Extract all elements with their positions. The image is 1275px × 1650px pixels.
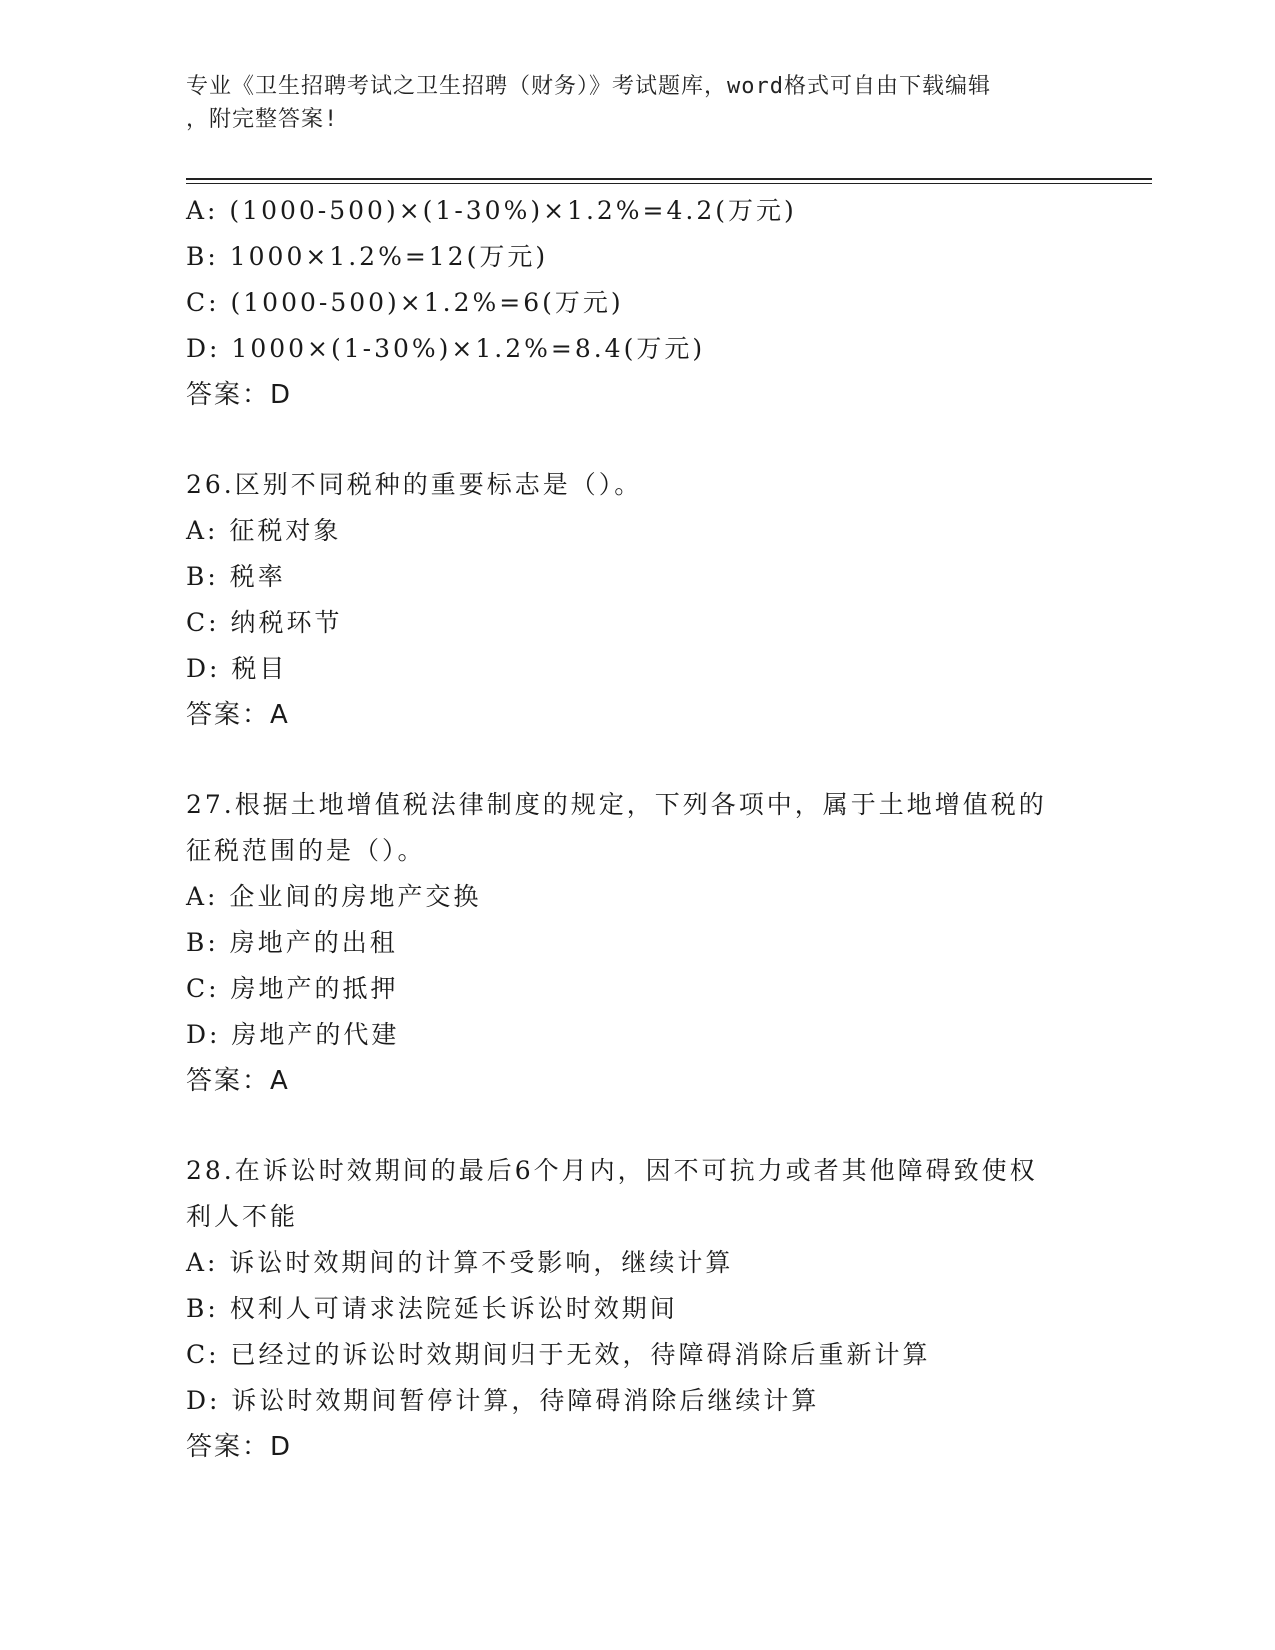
option-d: D: 税目 xyxy=(186,654,288,683)
option-a: A: 征税对象 xyxy=(186,516,342,545)
option-d: D: 1000×(1-30%)×1.2%=8.4(万元) xyxy=(186,334,706,363)
option-b: B: 1000×1.2%=12(万元) xyxy=(186,242,549,271)
option-a: A: (1000-500)×(1-30%)×1.2%=4.2(万元) xyxy=(186,196,797,225)
question-stem-cont: 利人不能 xyxy=(186,1202,299,1231)
option-b: B: 房地产的出租 xyxy=(186,928,398,957)
option-c: C: 已经过的诉讼时效期间归于无效，待障碍消除后重新计算 xyxy=(186,1340,931,1369)
option-a: A: 诉讼时效期间的计算不受影响，继续计算 xyxy=(186,1248,734,1277)
header-divider-thick xyxy=(186,178,1152,180)
question-stem: 27.根据土地增值税法律制度的规定，下列各项中，属于土地增值税的 xyxy=(186,790,1047,819)
option-b: B: 税率 xyxy=(186,562,286,591)
question-list xyxy=(186,188,1146,1470)
question-28 xyxy=(186,1148,1146,1470)
option-b: B: 权利人可请求法院延长诉讼时效期间 xyxy=(186,1294,678,1323)
question-stem: 28.在诉讼时效期间的最后6个月内，因不可抗力或者其他障碍致使权 xyxy=(186,1156,1038,1185)
question-25 xyxy=(186,188,1146,418)
question-26 xyxy=(186,462,1146,738)
answer: 答案：A xyxy=(186,700,290,730)
option-c: C: 房地产的抵押 xyxy=(186,974,399,1003)
header-divider-thin xyxy=(186,183,1152,184)
option-d: D: 诉讼时效期间暂停计算，待障碍消除后继续计算 xyxy=(186,1386,820,1415)
answer: 答案：D xyxy=(186,1432,293,1462)
option-c: C: 纳税环节 xyxy=(186,608,343,637)
option-a: A: 企业间的房地产交换 xyxy=(186,882,482,911)
question-stem: 26.区别不同税种的重要标志是（）。 xyxy=(186,470,643,499)
header-line-1: 专业《卫生招聘考试之卫生招聘（财务）》考试题库，word格式可自由下载编辑 xyxy=(186,74,991,99)
question-stem-cont: 征税范围的是（）。 xyxy=(186,836,426,865)
header-line-2: ，附完整答案! xyxy=(186,107,339,132)
option-d: D: 房地产的代建 xyxy=(186,1020,400,1049)
answer: 答案：D xyxy=(186,380,293,410)
answer: 答案：A xyxy=(186,1066,290,1096)
option-c: C: (1000-500)×1.2%=6(万元) xyxy=(186,288,624,317)
question-27 xyxy=(186,782,1146,1104)
document-header xyxy=(186,70,1066,136)
